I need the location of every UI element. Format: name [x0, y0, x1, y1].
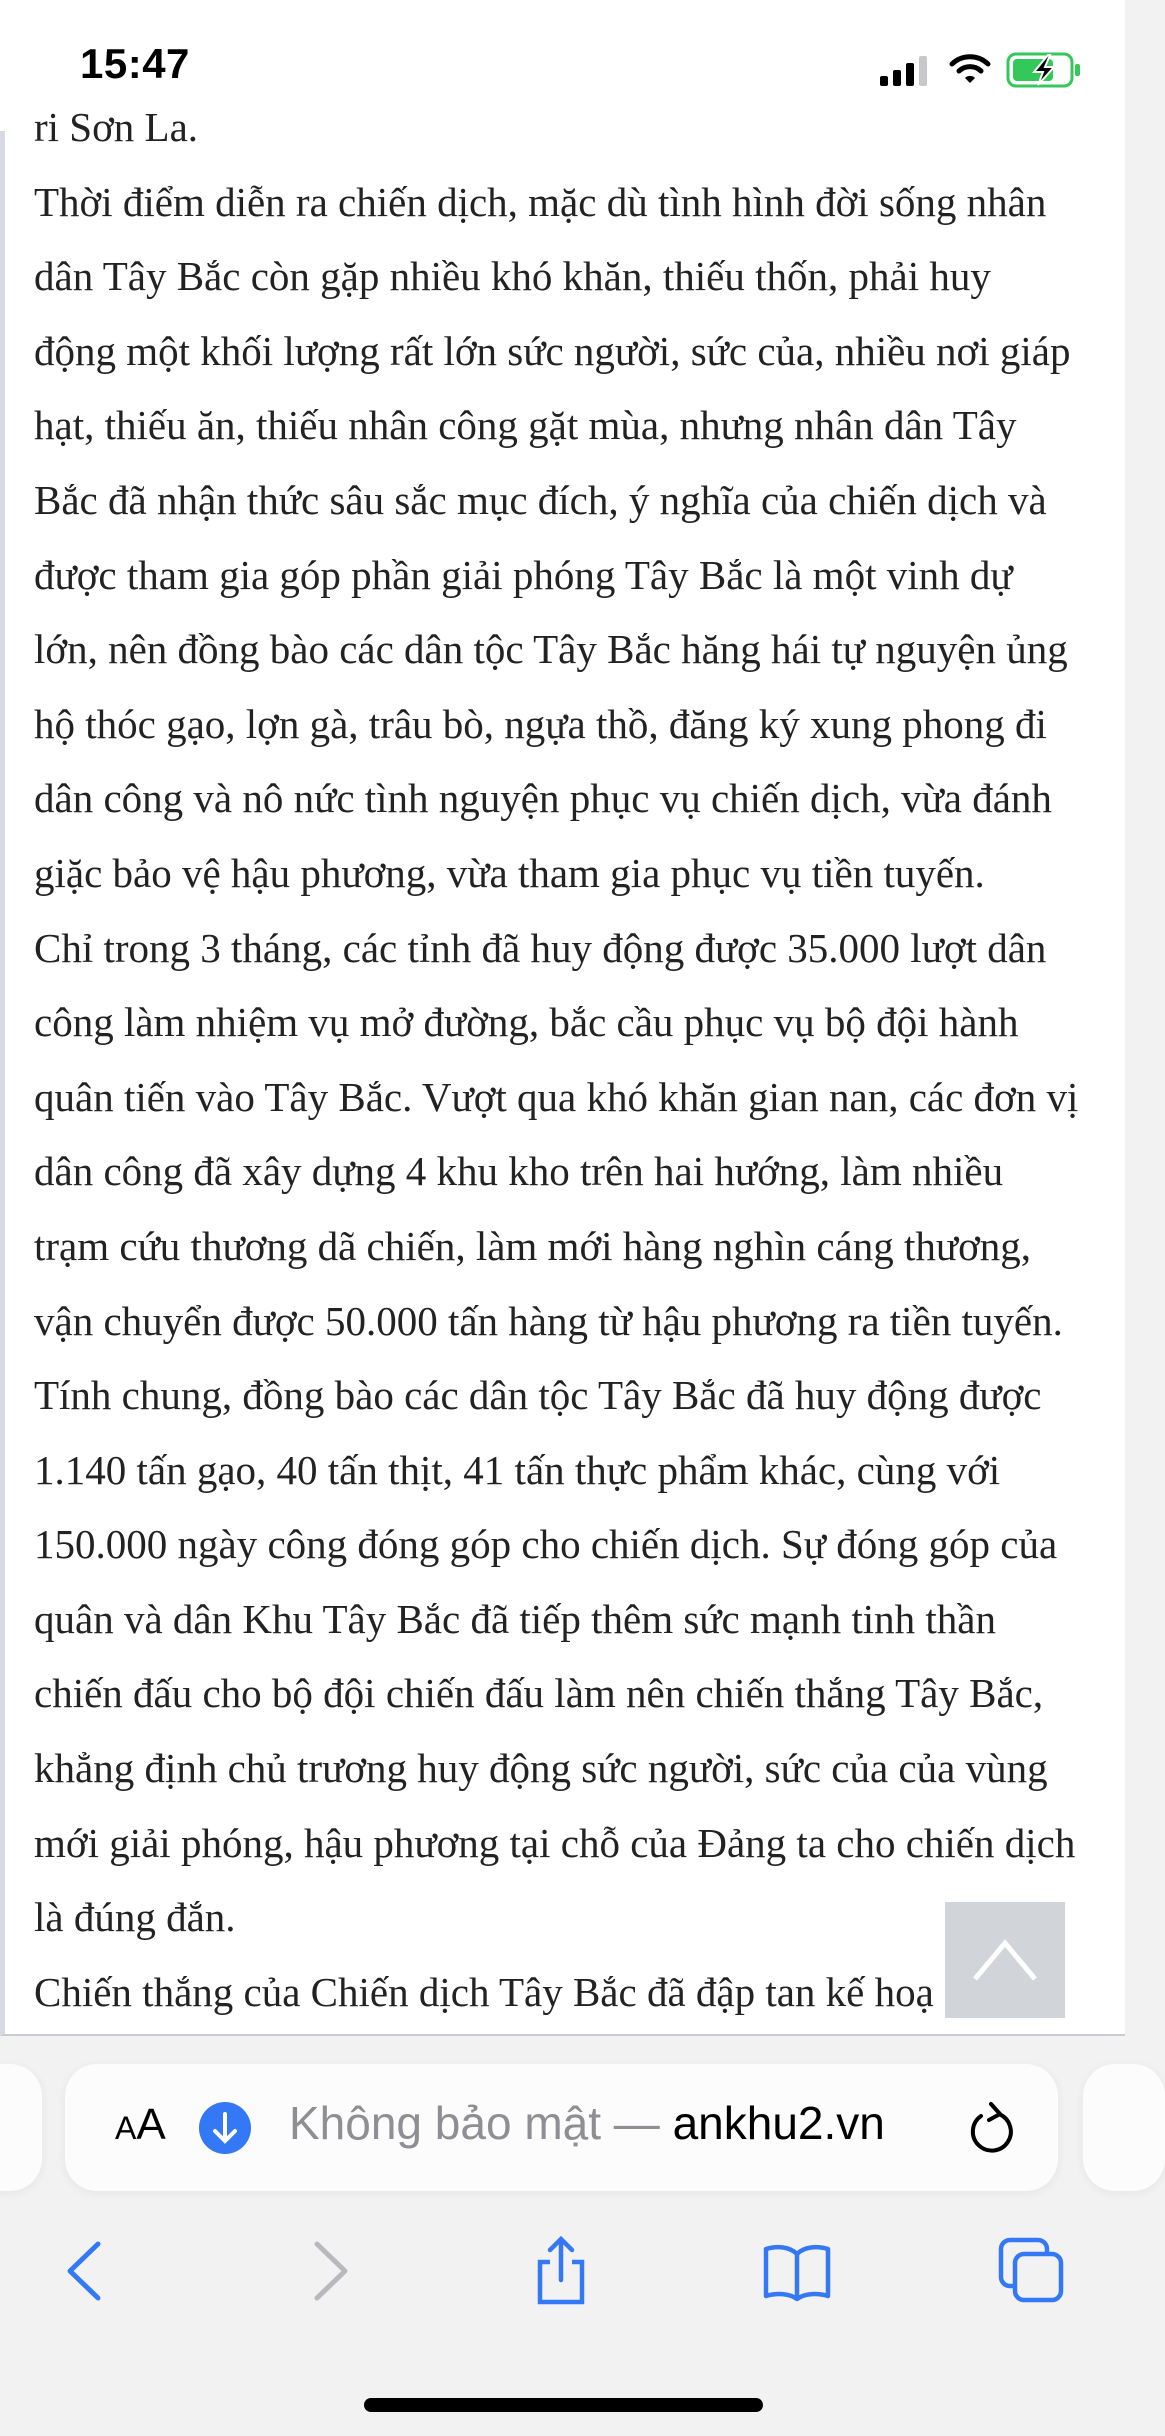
text-line: giặc bảo vệ hậu phương, vừa tham gia phục vụ tiền tuyến. [34, 849, 985, 896]
text-line: quân và dân Khu Tây Bắc đã tiếp thêm sức mạnh tinh thần [34, 1595, 996, 1642]
download-icon[interactable] [199, 2102, 251, 2154]
url-domain: ankhu2.vn [672, 2097, 885, 2149]
article-text [34, 90, 1078, 2029]
text-line: hộ thóc gạo, lợn gà, trâu bò, ngựa thồ, đăng ký xung phong đi [34, 700, 1047, 747]
text-line: trạm cứu thương dã chiến, làm mới hàng nghìn cáng thương, [34, 1222, 1032, 1269]
text-line: 150.000 ngày công đóng góp cho chiến dịch. Sự đóng góp của [34, 1521, 1058, 1568]
text-line: lớn, nên đồng bào các dân tộc Tây Bắc hăng hái tự nguyện ủng [34, 626, 1068, 673]
text-line: là đúng đắn. [34, 1894, 236, 1941]
chevron-up-icon [970, 1935, 1040, 1985]
text-line: Bắc đã nhận thức sâu sắc mục đích, ý nghĩa của chiến dịch và [34, 476, 1047, 523]
text-line: công làm nhiệm vụ mở đường, bắc cầu phục vụ bộ đội hành [34, 999, 1019, 1046]
home-indicator[interactable] [364, 2398, 763, 2412]
text-line: mới giải phóng, hậu phương tại chỗ của Đảng ta cho chiến dịch [34, 1819, 1076, 1866]
text-line: quân tiến vào Tây Bắc. Vượt qua khó khăn gian nan, các đơn vị [34, 1073, 1079, 1120]
text-line: Chỉ trong 3 tháng, các tỉnh đã huy động được 35.000 lượt dân [34, 924, 1047, 971]
aa-small: A [115, 2110, 137, 2146]
text-line: dân công và nô nức tình nguyện phục vụ chiến dịch, vừa đánh [34, 775, 1052, 822]
back-icon[interactable] [50, 2236, 120, 2306]
text-line: 1.140 tấn gạo, 40 tấn thịt, 41 tấn thực phẩm khác, cùng với [34, 1446, 1001, 1493]
status-time: 15:47 [80, 40, 190, 87]
battery-charging-icon [1006, 52, 1082, 88]
text-line: Chiến thắng của Chiến dịch Tây Bắc đã đập tan kế hoạ [34, 1968, 934, 2015]
article-content[interactable] [0, 104, 1125, 2036]
next-tab-preview[interactable] [1083, 2064, 1165, 2191]
text-line: Tính chung, đồng bào các dân tộc Tây Bắc đã huy động được [34, 1372, 1042, 1419]
scroll-to-top-button[interactable] [945, 1902, 1065, 2018]
page-settings-button[interactable] [115, 2100, 166, 2150]
text-line: dân Tây Bắc còn gặp nhiều khó khăn, thiếu thốn, phải huy [34, 253, 991, 300]
reload-icon[interactable] [965, 2100, 1019, 2156]
text-line: chiến đấu cho bộ đội chiến đấu làm nên chiến thắng Tây Bắc, [34, 1670, 1044, 1717]
share-icon[interactable] [526, 2236, 596, 2306]
text-line: hạt, thiếu ăn, thiếu nhân công gặt mùa, nhưng nhân dân Tây [34, 402, 1017, 449]
text-line: ri Sơn La. [34, 104, 199, 150]
text-line: Thời điểm diễn ra chiến dịch, mặc dù tình hình đời sống nhân [34, 178, 1047, 225]
text-line: được tham gia góp phần giải phóng Tây Bắc là một vinh dự [34, 551, 1013, 598]
cellular-signal-icon [880, 56, 930, 86]
aa-large: A [136, 2100, 166, 2149]
wifi-icon [950, 52, 990, 86]
address-bar[interactable] [65, 2064, 1058, 2191]
previous-tab-preview[interactable] [0, 2064, 42, 2191]
forward-icon[interactable] [295, 2236, 365, 2306]
text-line: khẳng định chủ trương huy động sức người, sức của của vùng [34, 1745, 1048, 1792]
bookmarks-icon[interactable] [762, 2236, 832, 2306]
url-security-label: Không bảo mật — [289, 2097, 673, 2149]
text-line: dân công đã xây dựng 4 khu kho trên hai hướng, làm nhiều [34, 1148, 1004, 1195]
tabs-icon[interactable] [997, 2236, 1067, 2306]
url-text[interactable] [289, 2096, 885, 2150]
text-line: động một khối lượng rất lớn sức người, sức của, nhiều nơi giáp [34, 327, 1071, 374]
text-line: vận chuyển được 50.000 tấn hàng từ hậu phương ra tiền tuyến. [34, 1297, 1063, 1344]
